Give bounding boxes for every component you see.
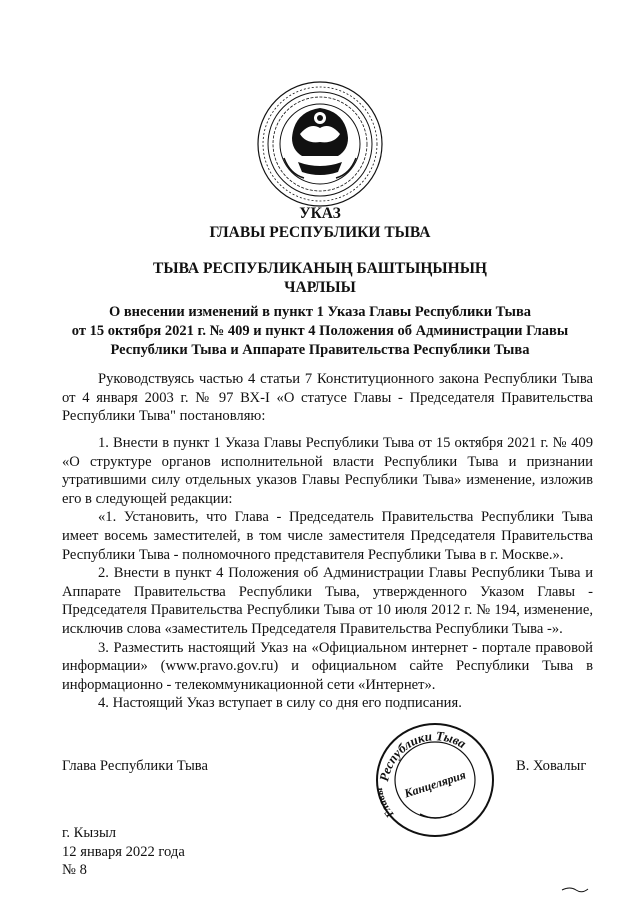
decree-title-line1: УКАЗ [299,205,341,222]
preamble-text: Руководствуясь частью 4 статьи 7 Конституционного закона Республики Тыва от 4 января 2003 г. № 97 ВХ-I «О статусе Главы - Председателя Правительства Республики Тыва" постановляю: [62,371,593,425]
issue-number: № 8 [62,862,87,879]
issue-details [62,824,185,880]
coat-of-arms-emblem [254,78,386,210]
svg-text:Республики Тыва: Республики Тыва [376,728,469,783]
decree-title-tuvan [40,259,600,297]
svg-text:Главы: Главы [372,786,397,820]
item-2: 2. Внести в пункт 4 Положения об Администрации Главы Республики Тыва и Аппарате Правительства Республики Тыва, утвержденного Указом Главы - Председателя Правительства Республики Тыва от 10 июля 2012 г. № 194, изменение, исключив слова «заместитель Председателя Правительства Республики Тыва -». [62,565,593,637]
item-1-quote: «1. Установить, что Глава - Председатель Правительства Республики Тыва имеет восемь заместителей, в том числе заместителя Председателя Правительства Республики Тыва - полномочного представителя Республики Тыва в г. Москве.». [62,509,593,563]
signatory-name: В. Ховалыг [516,758,587,774]
decree-title-tuvan-line2: ЧАРЛЫЫ [284,279,356,296]
office-stamp [372,718,498,840]
decree-items [62,434,593,713]
signatory-position: Глава Республики Тыва [62,758,208,774]
item-4: 4. Настоящий Указ вступает в силу со дня его подписания. [98,695,462,712]
preamble [62,370,593,426]
svg-text:Канцелярия: Канцелярия [402,767,468,801]
pen-mark [560,884,590,896]
decree-subject-line3: Республики Тыва и Аппарате Правительства Республики Тыва [110,342,530,358]
decree-title-tuvan-line1: ТЫВА РЕСПУБЛИКАНЫҢ БАШТЫҢЫНЫҢ [153,260,487,277]
decree-subject-line1: О внесении изменений в пункт 1 Указа Главы Республики Тыва [108,304,532,320]
decree-subject-line2: от 15 октября 2021 г. № 409 и пункт 4 Положения об Администрации Главы [71,323,569,339]
issue-date: 12 января 2022 года [62,843,185,860]
decree-title [40,204,600,242]
decree-subject [40,303,600,360]
item-3: 3. Разместить настоящий Указ на «Официальном интернет - портале правовой информации» (www.pravo.gov.ru) и официальном сайте Республики Тыва в информационно - телекоммуникационной сети «Интернет». [62,639,593,693]
item-1: 1. Внести в пункт 1 Указа Главы Республики Тыва от 15 октября 2021 г. № 409 «О структуре органов исполнительной власти Республики Тыва и признании утратившими силу отдельных указов Главы Республики Тыва» изменение, изложив его в следующей редакции: [62,435,593,507]
decree-title-line2: ГЛАВЫ РЕСПУБЛИКИ ТЫВА [209,224,431,241]
issue-place: г. Кызыл [62,825,117,841]
